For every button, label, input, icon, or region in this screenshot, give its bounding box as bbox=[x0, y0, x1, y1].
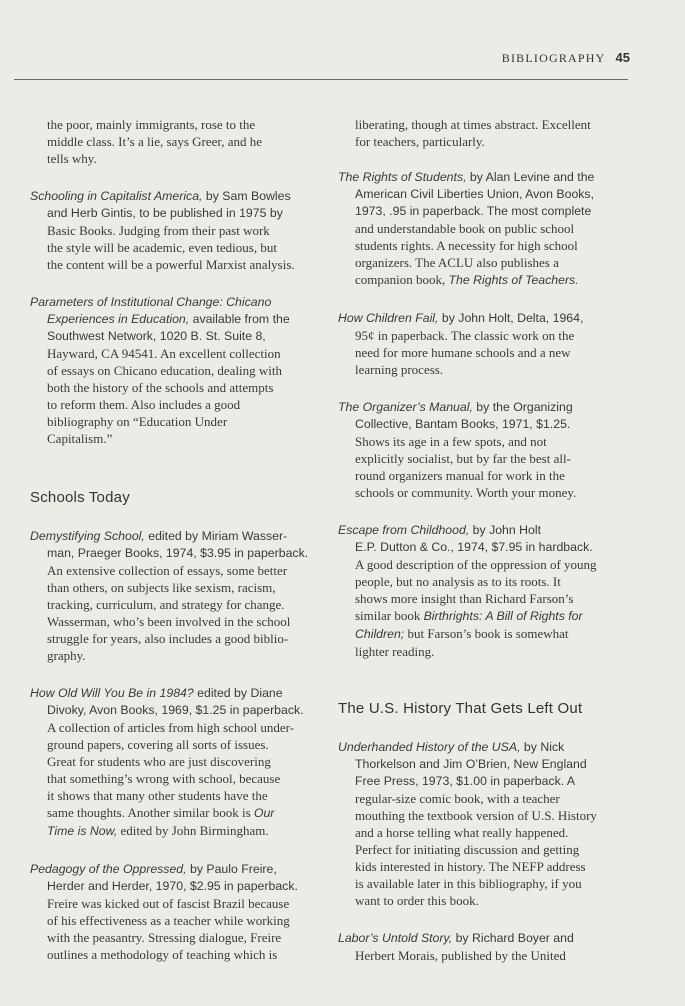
text-line: want to order this book. bbox=[355, 893, 479, 908]
text-line: middle class. It’s a lie, says Greer, and he bbox=[47, 134, 262, 149]
text-line: bibliography on “Education Under bbox=[47, 414, 228, 429]
book-title: The Rights of Students, bbox=[338, 170, 467, 184]
text-line: Thorkelson and Jim O’Brien, New England bbox=[355, 757, 587, 771]
entry-author: by Alan Levine and the bbox=[466, 170, 595, 184]
entry-heading bbox=[338, 739, 633, 756]
text-line: tracking, curriculum, and strategy for change. bbox=[47, 597, 285, 612]
text-line bbox=[30, 804, 330, 822]
right-column bbox=[338, 116, 633, 985]
header-title: BIBLIOGRAPHY bbox=[501, 51, 606, 65]
text-line: of essays on Chicano education, dealing with bbox=[47, 363, 283, 378]
text-line: Capitalism.” bbox=[47, 431, 113, 446]
text-line: 95¢ in paperback. The classic work on the bbox=[355, 328, 575, 343]
text-line: An extensive collection of essays, some better bbox=[47, 563, 288, 578]
text-line bbox=[338, 607, 633, 625]
page-number: 45 bbox=[615, 50, 630, 65]
continued-entry bbox=[30, 116, 330, 167]
entry-heading bbox=[30, 861, 330, 878]
entry-heading bbox=[338, 930, 633, 947]
bib-entry bbox=[30, 528, 330, 664]
bib-entry bbox=[338, 169, 633, 289]
book-title: How Old Will You Be in 1984? bbox=[30, 686, 194, 700]
text-line: regular-size comic book, with a teacher bbox=[355, 791, 560, 806]
entry-author: edited by Diane bbox=[193, 686, 283, 700]
text-run: but Farson’s book is somewhat bbox=[404, 626, 569, 641]
entry-heading bbox=[338, 522, 633, 539]
book-title: Birthrights: A Bill of Rights for bbox=[423, 609, 583, 623]
entry-heading bbox=[338, 310, 633, 327]
entry-author: by Nick bbox=[520, 740, 565, 754]
text-line: E.P. Dutton & Co., 1974, $7.95 in hardback. bbox=[355, 540, 593, 554]
text-line: round organizers manual for work in the bbox=[355, 468, 565, 483]
text-line: that something’s wrong with school, because bbox=[47, 771, 281, 786]
entry-heading bbox=[30, 685, 330, 702]
entry-author: by John Holt, Delta, 1964, bbox=[438, 311, 584, 325]
text-line: need for more humane schools and a new bbox=[355, 345, 571, 360]
entry-author: by Paulo Freire, bbox=[186, 862, 277, 876]
text-line: and a horse telling what really happened. bbox=[355, 825, 569, 840]
book-title: Time is Now, bbox=[47, 824, 118, 838]
text-line: of his effectiveness as a teacher while working bbox=[47, 913, 290, 928]
bib-entry bbox=[30, 861, 330, 963]
text-line: Basic Books. Judging from their past work bbox=[47, 223, 270, 238]
bib-entry bbox=[338, 522, 633, 660]
text-line: both the history of the schools and attempts bbox=[47, 380, 274, 395]
text-line: for teachers, particularly. bbox=[355, 134, 485, 149]
running-header bbox=[0, 50, 630, 66]
text-line: graphy. bbox=[47, 648, 86, 663]
text-line: the poor, mainly immigrants, rose to the bbox=[47, 117, 256, 132]
entry-author: by Richard Boyer and bbox=[452, 931, 574, 945]
text-line bbox=[30, 311, 330, 328]
text-line: explicitly socialist, but by far the best all- bbox=[355, 451, 571, 466]
section-heading: The U.S. History That Gets Left Out bbox=[338, 700, 583, 717]
text-line: A good description of the oppression of young bbox=[355, 557, 597, 572]
text-line: Shows its age in a few spots, and not bbox=[355, 434, 547, 449]
text-line: ground papers, covering all sorts of issues. bbox=[47, 737, 269, 752]
text-line: struggle for years, also includes a good biblio- bbox=[47, 631, 289, 646]
continued-entry bbox=[338, 116, 633, 150]
entry-heading bbox=[30, 528, 330, 545]
text-line: shows more insight than Richard Farson’s bbox=[355, 591, 574, 606]
text-line: liberating, though at times abstract. Excellent bbox=[355, 117, 591, 132]
book-title: Our bbox=[253, 806, 275, 820]
text-line: the content will be a powerful Marxist analysis. bbox=[47, 257, 295, 272]
bib-entry bbox=[338, 930, 633, 964]
left-column bbox=[30, 116, 330, 984]
book-title: Labor’s Untold Story, bbox=[338, 931, 453, 945]
entry-author: by the Organizing bbox=[472, 400, 573, 414]
text-line: Southwest Network, 1020 B. St. Suite 8, bbox=[47, 329, 266, 343]
book-title: Parameters of Institutional Change: Chicano bbox=[30, 295, 272, 309]
text-line: Free Press, 1973, $1.00 in paperback. A bbox=[355, 774, 576, 788]
bib-entry bbox=[338, 310, 633, 378]
text-line: Herbert Morais, published by the United bbox=[355, 948, 566, 963]
text-line: Great for students who are just discovering bbox=[47, 754, 271, 769]
text-line: learning process. bbox=[355, 362, 444, 377]
text-line: Perfect for initiating discussion and getting bbox=[355, 842, 580, 857]
entry-heading bbox=[30, 188, 330, 205]
book-title: Pedagogy of the Oppressed, bbox=[30, 862, 187, 876]
text-line: American Civil Liberties Union, Avon Books, bbox=[355, 187, 594, 201]
text-run: companion book, bbox=[355, 272, 449, 287]
text-line: 1973, .95 in paperback. The most complete bbox=[355, 204, 592, 218]
entry-author: edited by Miriam Wasser- bbox=[144, 529, 288, 543]
entry-author: by John Holt bbox=[469, 523, 542, 537]
text-run: similar book bbox=[355, 608, 424, 623]
bib-entry bbox=[338, 739, 633, 909]
book-title: The Organizer’s Manual, bbox=[338, 400, 473, 414]
text-run: edited by John Birmingham. bbox=[117, 823, 269, 838]
entry-heading bbox=[338, 399, 633, 416]
text-line: A collection of articles from high school under- bbox=[47, 720, 295, 735]
text-line: the style will be academic, even tedious, but bbox=[47, 240, 277, 255]
text-line: kids interested in history. The NEFP address bbox=[355, 859, 586, 874]
text-line: people, but no analysis as to its roots. It bbox=[355, 574, 561, 589]
book-title: Experiences in Education, bbox=[47, 312, 190, 326]
text-line: Divoky, Avon Books, 1969, $1.25 in paperback. bbox=[47, 703, 304, 717]
text-line: man, Praeger Books, 1974, $3.95 in paperback. bbox=[47, 546, 309, 560]
bib-entry bbox=[338, 399, 633, 501]
text-line: organizers. The ACLU also publishes a bbox=[355, 255, 559, 270]
entry-author: by Sam Bowles bbox=[202, 189, 291, 203]
book-title: Children; bbox=[355, 627, 405, 641]
text-line: and understandable book on public school bbox=[355, 221, 575, 236]
bib-entry bbox=[30, 685, 330, 840]
text-line: Wasserman, who’s been involved in the school bbox=[47, 614, 291, 629]
text-line bbox=[30, 822, 330, 840]
text-line: Freire was kicked out of fascist Brazil because bbox=[47, 896, 290, 911]
text-line: outlines a methodology of teaching which is bbox=[47, 947, 278, 962]
text-line: and Herb Gintis, to be published in 1975 by bbox=[47, 206, 283, 220]
text-line: lighter reading. bbox=[355, 644, 435, 659]
book-title: Schooling in Capitalist America, bbox=[30, 189, 203, 203]
entry-heading bbox=[338, 169, 633, 186]
text-line: than others, on subjects like sexism, racism, bbox=[47, 580, 276, 595]
text-line: Collective, Bantam Books, 1971, $1.25. bbox=[355, 417, 571, 431]
text-line: schools or community. Worth your money. bbox=[355, 485, 577, 500]
book-title: How Children Fail, bbox=[338, 311, 439, 325]
text-line: students rights. A necessity for high school bbox=[355, 238, 578, 253]
text-line: Herder and Herder, 1970, $2.95 in paperback. bbox=[47, 879, 298, 893]
section-heading: Schools Today bbox=[30, 489, 130, 506]
book-title: Underhanded History of the USA, bbox=[338, 740, 521, 754]
text-run: same thoughts. Another similar book is bbox=[47, 805, 251, 820]
book-title: Escape from Childhood, bbox=[338, 523, 470, 537]
text-line bbox=[338, 625, 633, 643]
header-rule bbox=[14, 79, 628, 80]
text-line: to reform them. Also includes a good bbox=[47, 397, 241, 412]
text-line: tells why. bbox=[47, 151, 97, 166]
book-title: Demystifying School, bbox=[30, 529, 145, 543]
text-line bbox=[338, 271, 633, 289]
text-line: with the peasantry. Stressing dialogue, Freire bbox=[47, 930, 282, 945]
text-line: mouthing the textbook version of U.S. History bbox=[355, 808, 597, 823]
bib-entry bbox=[30, 294, 330, 447]
text-line: it shows that many other students have the bbox=[47, 788, 268, 803]
entry-detail: available from the bbox=[189, 312, 290, 326]
text-line: Hayward, CA 94541. An excellent collection bbox=[47, 346, 281, 361]
bib-entry bbox=[30, 188, 330, 273]
book-title: The Rights of Teachers. bbox=[448, 273, 579, 287]
entry-heading bbox=[30, 294, 330, 311]
text-line: is available later in this bibliography, if you bbox=[355, 876, 582, 891]
